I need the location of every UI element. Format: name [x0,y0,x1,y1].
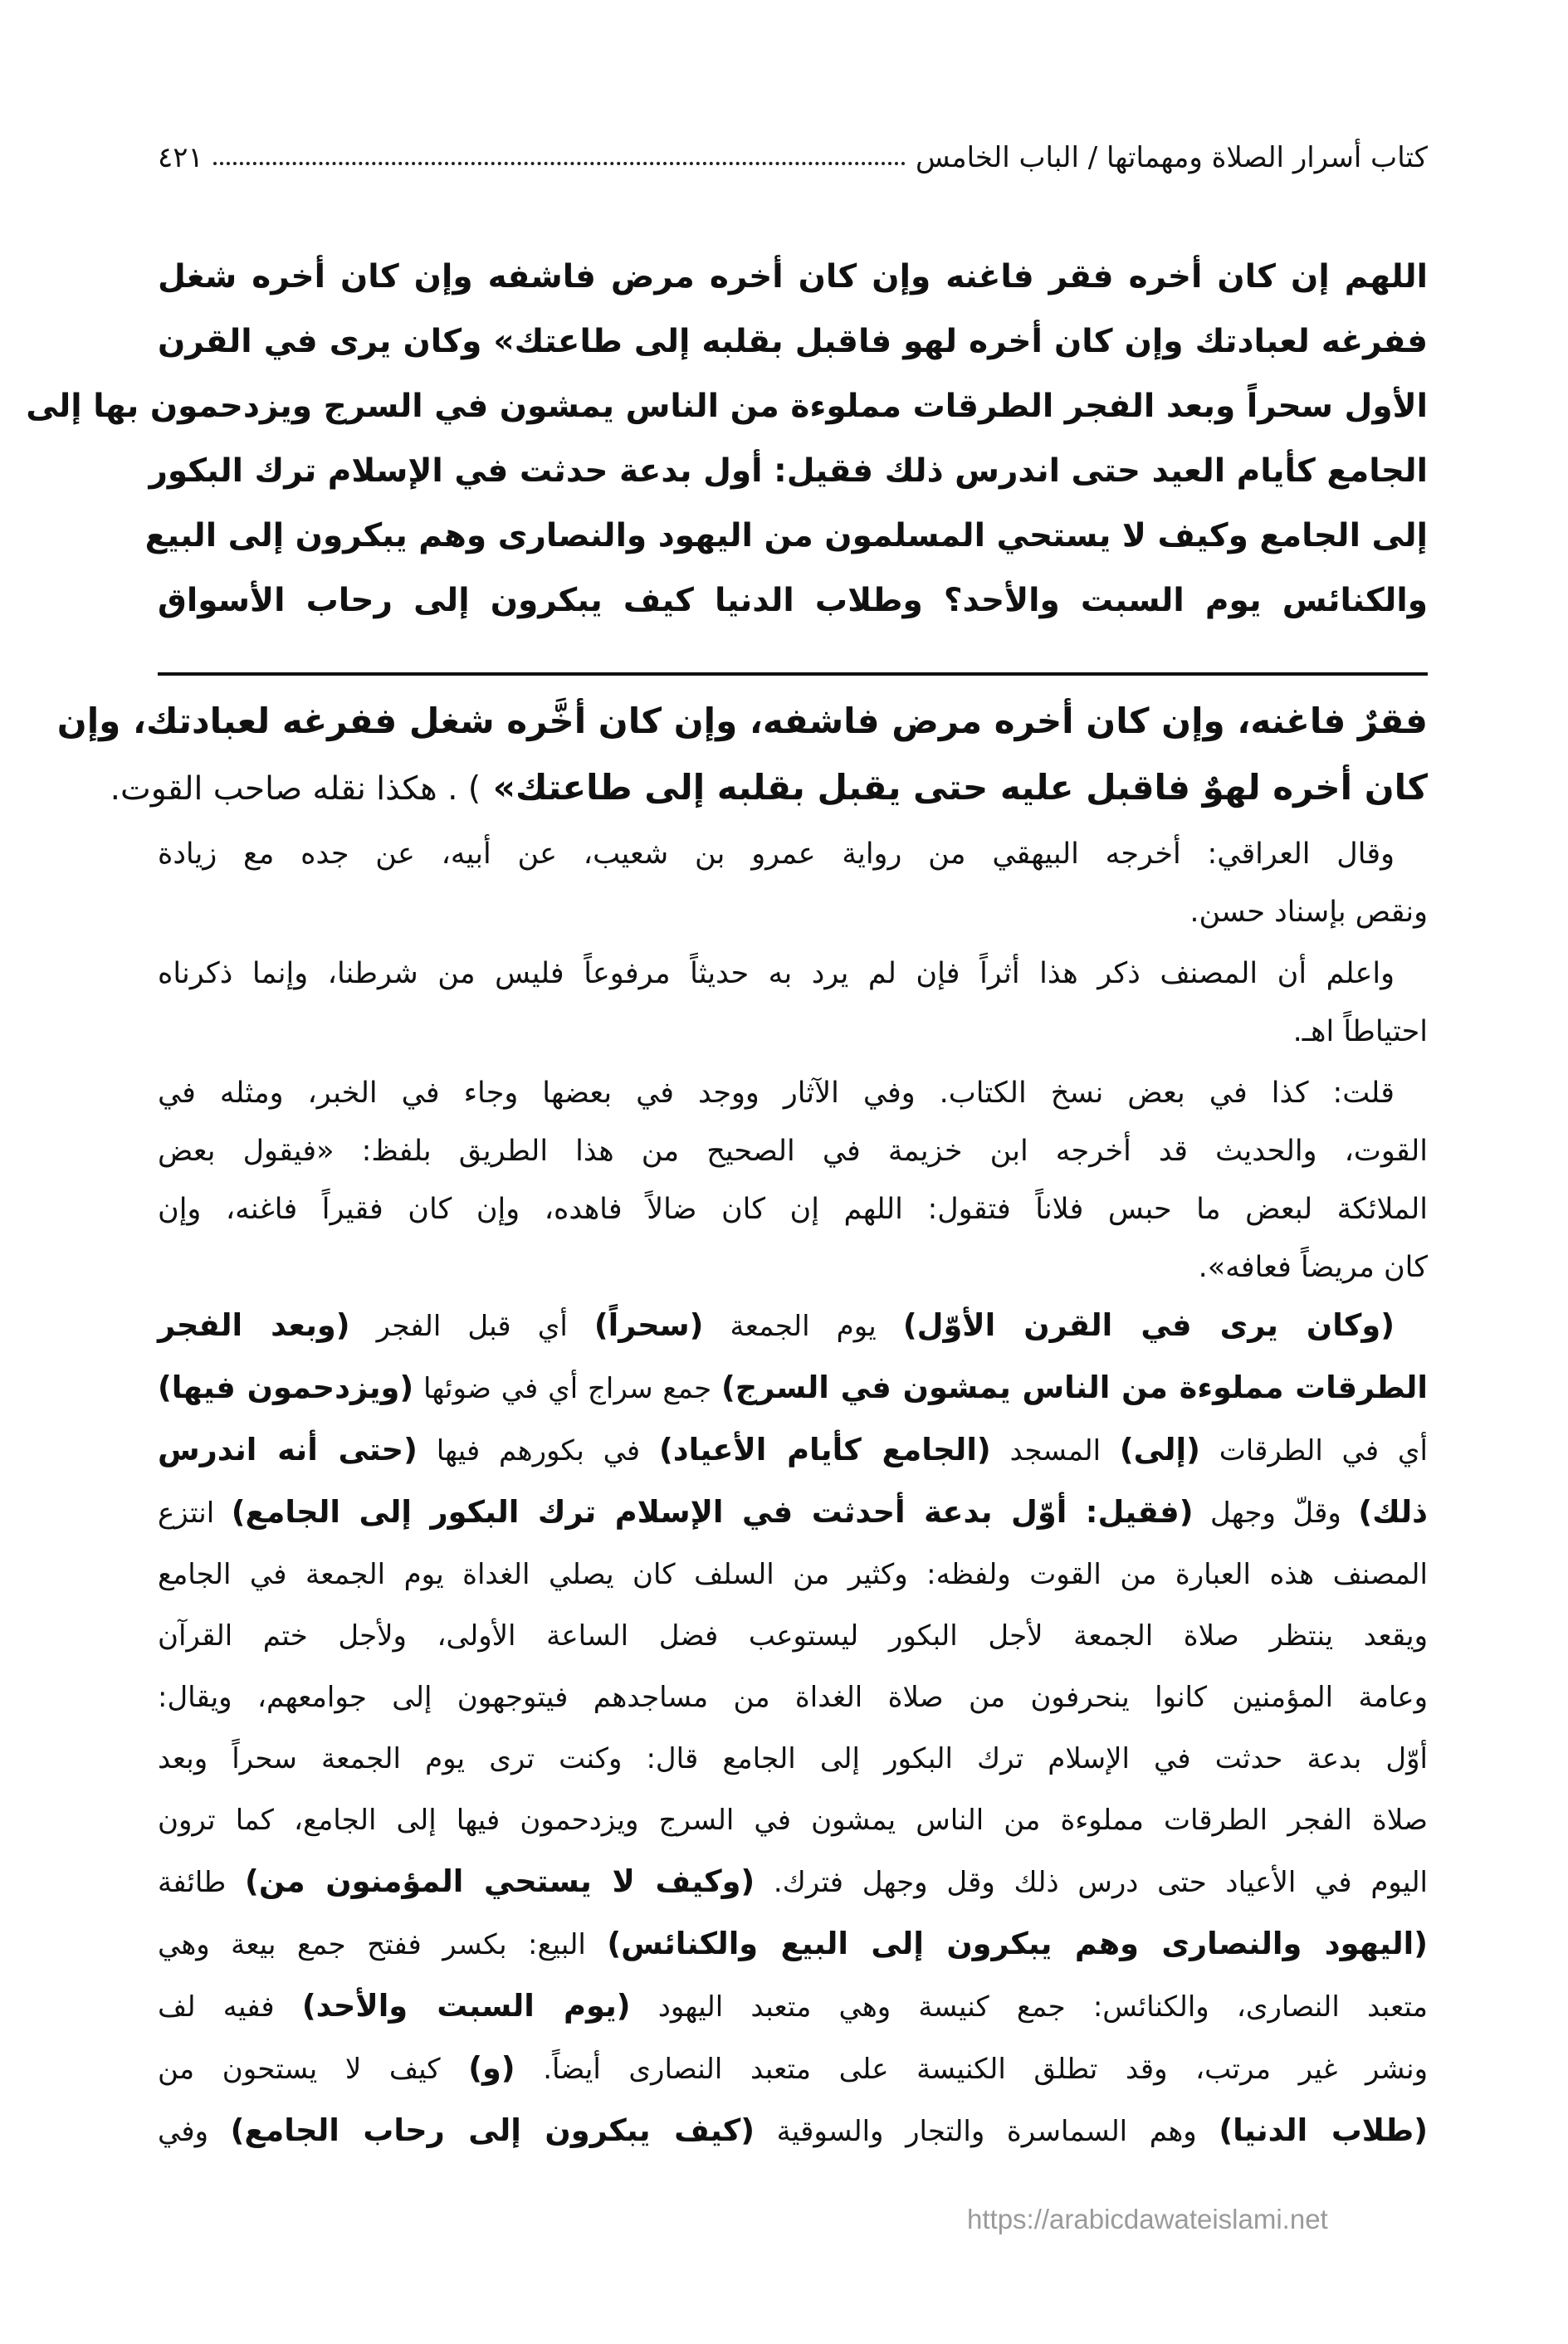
bold-quoted-text: (فقيل: أوّل بدعة أحدثت في الإسلام ترك البكور إلى الجامع) [231,1494,1194,1530]
running-header-title: كتاب أسرار الصلاة ومهماتها / الباب الخامس [916,141,1428,174]
text-segment: ونقص بإسناد حسن. [1189,896,1428,929]
text-line [26,374,1428,439]
paragraph [56,689,1428,822]
text-line [56,689,1428,755]
text-segment: كان مريضاً فعافه». [1198,1251,1428,1284]
text-segment: القوت، والحديث قد أخرجه ابن خزيمة في الصحيح من هذا الطريق بلفظ: «فيقول بعض [158,1135,1428,1168]
bold-quoted-text: (سحراً) [593,1307,704,1343]
text-segment: واعلم أن المصنف ذكر هذا أثراً فإن لم يرد به حديثاً مرفوعاً فليس من شرطنا، وإنما ذكرناه [158,957,1395,990]
text-line [158,945,1428,1003]
page-number: ٤٢١ [158,141,203,174]
bold-quoted-text: (وكان يرى في القرن الأوّل) [902,1307,1395,1343]
leader-dots [213,162,906,165]
text-segment: أي في الطرقات [1199,1434,1428,1467]
text-segment: احتياطاً اهـ. [1292,1015,1428,1048]
paragraph [26,245,1428,633]
text-segment: يوم الجمعة [703,1310,903,1343]
commentary-text [158,1295,1428,2162]
text-segment: وعامة المؤمنين كانوا ينحرفون من صلاة الغداة من مساجدهم فيتوجهون إلى جوامعهم، ويقال: [158,1681,1428,1714]
text-segment: كيف لا يستحون من [158,2053,469,2086]
bold-quoted-text: (وبعد الفجر [158,1307,350,1343]
text-segment: جمع سراج أي في ضوئها [413,1372,722,1405]
text-segment: ففيه لف [158,1990,302,2024]
bold-quoted-text: (طلاب الدنيا) [1219,2112,1428,2148]
bold-quoted-text: الطرقات مملوءة من الناس يمشون في السرج) [721,1370,1428,1405]
paragraph [158,945,1428,1061]
paragraph [158,825,1428,941]
text-segment: وفي [158,2115,231,2148]
paragraph [158,1064,1428,1297]
text-line [158,1667,1428,1728]
main-text [26,245,1428,633]
text-line [158,2100,1428,2162]
text-segment: في بكورهم فيها [417,1434,659,1467]
text-line [144,504,1428,569]
text-line [158,883,1428,941]
bold-quoted-text: (يوم السبت والأحد) [301,1988,631,2024]
bold-quoted-text: (الجامع كأيام الأعياد) [658,1432,991,1467]
text-line [158,1851,1428,1913]
watermark-url: https://arabicdawateislami.net [967,2204,1328,2234]
text-segment: إلى الجامع وكيف لا يستحي المسلمون من اليهود والنصارى وهم يبكرون إلى البيع [144,517,1428,554]
bold-quoted-text: (و) [468,2050,515,2086]
bold-quoted-text: فقرٌ فاغنه، وإن كان أخره مرض فاشفه، وإن كان أخَّره شغل ففرغه لعبادتك، وإن [56,701,1428,741]
running-header [158,133,1428,183]
text-segment: انتزع [158,1497,232,1530]
text-line [158,1357,1428,1419]
paragraph [158,1295,1428,2162]
bold-quoted-text: ذلك) [1358,1494,1428,1530]
text-segment: البيع: بكسر ففتح جمع بيعة وهي [158,1928,608,1961]
text-segment: والكنائس يوم السبت والأحد؟ وطلاب الدنيا كيف يبكرون إلى رحاب الأسواق [158,582,1428,619]
bold-quoted-text: (وكيف لا يستحي المؤمنون من) [245,1863,755,1899]
text-line [158,1419,1428,1482]
text-segment: وقلّ وجهل [1193,1497,1359,1530]
text-line [158,1544,1428,1605]
text-line [158,1482,1428,1544]
text-segment: المسجد [990,1434,1120,1467]
text-line [158,1064,1428,1122]
text-segment: ونشر غير مرتب، وقد تطلق الكنيسة على متعبد النصارى أيضاً. [515,2053,1429,2086]
separator-rule [158,672,1428,676]
text-line [158,1238,1428,1297]
text-line [149,439,1428,504]
text-segment: الجامع كأيام العيد حتى اندرس ذلك فقيل: أول بدعة حدثت في الإسلام ترك البكور [149,452,1428,490]
text-line [158,1295,1428,1357]
text-line [158,310,1428,374]
text-segment: وهم السماسرة والتجار والسوقية [755,2115,1219,2148]
text-line [158,1122,1428,1180]
bold-quoted-text: (كيف يبكرون إلى رحاب الجامع) [230,2112,755,2148]
text-segment: المصنف هذه العبارة من القوت ولفظه: وكثير من السلف كان يصلي الغداة يوم الجمعة في الجامع [158,1558,1428,1591]
bold-quoted-text: (حتى أنه اندرس [158,1432,418,1467]
bold-quoted-text: (اليهود والنصارى وهم يبكرون إلى البيع والكنائس) [607,1926,1428,1961]
text-segment: وقال العراقي: أخرجه البيهقي من رواية عمرو بن شعيب، عن أبيه، عن جده مع زيادة [158,837,1395,871]
bold-quoted-text: كان أخره لهوٌ فاقبل عليه حتى يقبل بقلبه إلى طاعتك» [481,767,1428,808]
text-line [158,1605,1428,1667]
footnotes [56,689,1428,1300]
text-line [158,1913,1428,1975]
text-segment: اليوم في الأعياد حتى درس ذلك وقل وجهل فترك. [755,1866,1429,1899]
text-line [110,755,1428,822]
text-segment: متعبد النصارى، والكنائس: جمع كنيسة وهي متعبد اليهود [630,1990,1428,2024]
text-line [158,825,1428,883]
text-segment: الأول سحراً وبعد الفجر الطرقات مملوءة من الناس يمشون في السرج ويزدحمون بها إلى [26,388,1428,425]
text-line [158,1975,1428,2038]
text-segment: ويقعد ينتظر صلاة الجمعة لأجل البكور ليستوعب فضل الساعة الأولى، ولأجل ختم القرآن [158,1619,1428,1653]
text-line [158,245,1428,310]
text-line [158,1728,1428,1790]
text-line [158,1790,1428,1851]
bold-quoted-text: (إلى) [1119,1432,1200,1467]
text-segment: صلاة الفجر الطرقات مملوءة من الناس يمشون في السرج ويزدحمون فيها إلى الجامع، كما ترون [158,1804,1428,1837]
text-segment: ) . هكذا نقله صاحب القوت. [110,770,481,808]
text-segment: الملائكة لبعض ما حبس فلاناً فتقول: اللهم إن كان ضالاً فاهده، وإن كان فقيراً فاغنه، وإن [158,1193,1428,1226]
text-segment: اللهم إن كان أخره فقر فاغنه وإن كان أخره مرض فاشفه وإن كان أخره شغل [158,258,1428,295]
text-line [158,1180,1428,1238]
text-segment: طائفة [158,1866,246,1899]
text-line [158,2038,1428,2100]
text-segment: قلت: كذا في بعض نسخ الكتاب. وفي الآثار ووجد في بعضها وجاء في الخبر، ومثله في [158,1077,1395,1110]
text-segment: أوّل بدعة حدثت في الإسلام ترك البكور إلى الجامع قال: وكنت ترى يوم الجمعة سحراً وبعد [158,1742,1428,1775]
text-line [158,1003,1428,1061]
text-segment: ففرغه لعبادتك وإن كان أخره لهو فاقبل بقلبه إلى طاعتك» وكان يرى في القرن [158,323,1428,360]
bold-quoted-text: (ويزدحمون فيها) [158,1370,414,1405]
text-segment: أي قبل الفجر [349,1310,594,1343]
text-line [158,569,1428,633]
